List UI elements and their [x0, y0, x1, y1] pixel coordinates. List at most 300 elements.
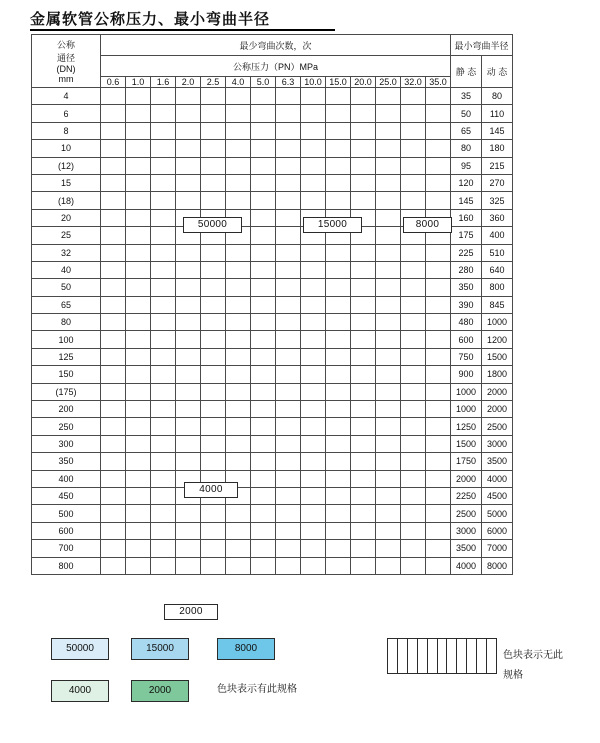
pressure-cell — [176, 348, 201, 365]
dn-header-line-2: 通径 — [56, 53, 75, 63]
pressure-cell — [301, 366, 326, 383]
pressure-cell — [351, 261, 376, 278]
static-radius-cell: 1000 — [451, 401, 482, 418]
pressure-cell — [201, 418, 226, 435]
pressure-cell — [376, 418, 401, 435]
dn-value-cell: 50 — [32, 279, 101, 296]
pressure-cell — [101, 487, 126, 504]
table-row — [32, 314, 513, 331]
pressure-cell — [276, 487, 301, 504]
pressure-cell — [226, 522, 251, 539]
dynamic-radius-cell: 6000 — [482, 522, 513, 539]
pressure-cell — [176, 140, 201, 157]
pressure-cell — [301, 557, 326, 574]
pressure-cell — [176, 122, 201, 139]
dynamic-radius-cell: 215 — [482, 157, 513, 174]
pressure-cell — [376, 401, 401, 418]
pressure-cell — [426, 279, 451, 296]
pressure-cell — [126, 261, 151, 278]
dn-header-line-4: mm — [58, 74, 74, 84]
pressure-cell — [226, 88, 251, 105]
swatch-cell — [487, 639, 496, 673]
dn-value-cell: 40 — [32, 261, 101, 278]
dn-value-cell: 32 — [32, 244, 101, 261]
pressure-cell — [401, 261, 426, 278]
table-row — [32, 157, 513, 174]
cycle-count-label: 2000 — [164, 604, 218, 620]
pressure-cell — [376, 105, 401, 122]
pressure-cell — [276, 105, 301, 122]
pressure-cell — [101, 470, 126, 487]
dn-value-cell: 100 — [32, 331, 101, 348]
pressure-cell — [226, 244, 251, 261]
dn-value-cell: 300 — [32, 435, 101, 452]
pressure-column-header: 5.0 — [251, 77, 276, 88]
dn-value-cell: 350 — [32, 453, 101, 470]
pressure-cell — [101, 540, 126, 557]
pressure-cell — [176, 540, 201, 557]
pressure-cell — [201, 540, 226, 557]
pressure-cell — [226, 540, 251, 557]
pressure-cell — [276, 557, 301, 574]
legend-swatch: 50000 — [51, 638, 109, 660]
pressure-cell — [176, 435, 201, 452]
pressure-cell — [176, 331, 201, 348]
pressure-cell — [326, 140, 351, 157]
pressure-cell — [351, 140, 376, 157]
pressure-cell — [401, 331, 426, 348]
pressure-cell — [101, 192, 126, 209]
dynamic-radius-cell: 1000 — [482, 314, 513, 331]
pressure-cell — [176, 418, 201, 435]
pressure-cell — [376, 435, 401, 452]
bend-count-header: 最少弯曲次数，次 — [101, 35, 451, 56]
pressure-cell — [151, 157, 176, 174]
pressure-cell — [326, 192, 351, 209]
dn-value-cell: 25 — [32, 227, 101, 244]
pressure-cell — [251, 140, 276, 157]
pressure-cell — [226, 348, 251, 365]
pressure-cell — [376, 192, 401, 209]
pressure-cell — [326, 366, 351, 383]
pressure-cell — [201, 88, 226, 105]
pressure-cell — [176, 174, 201, 191]
dynamic-radius-cell: 1500 — [482, 348, 513, 365]
pressure-cell — [301, 331, 326, 348]
pressure-cell — [101, 314, 126, 331]
pressure-cell — [101, 209, 126, 226]
pressure-cell — [101, 383, 126, 400]
pressure-cell — [251, 418, 276, 435]
pressure-cell — [176, 244, 201, 261]
pressure-cell — [226, 105, 251, 122]
pressure-cell — [326, 522, 351, 539]
pressure-cell — [126, 418, 151, 435]
table-row — [32, 418, 513, 435]
pressure-cell — [151, 122, 176, 139]
pressure-cell — [351, 522, 376, 539]
pressure-cell — [176, 505, 201, 522]
table-row — [32, 192, 513, 209]
pressure-cell — [301, 522, 326, 539]
pressure-cell — [376, 88, 401, 105]
table-row — [32, 470, 513, 487]
pressure-cell — [176, 383, 201, 400]
pressure-cell — [126, 331, 151, 348]
pressure-cell — [251, 540, 276, 557]
pressure-cell — [376, 348, 401, 365]
pressure-cell — [351, 366, 376, 383]
pressure-cell — [351, 453, 376, 470]
pressure-cell — [176, 366, 201, 383]
static-radius-cell: 120 — [451, 174, 482, 191]
table-head-row-2 — [32, 56, 513, 77]
pressure-cell — [101, 331, 126, 348]
static-radius-cell: 280 — [451, 261, 482, 278]
pressure-cell — [151, 314, 176, 331]
pressure-cell — [326, 435, 351, 452]
pressure-cell — [426, 522, 451, 539]
pressure-cell — [101, 261, 126, 278]
pressure-cell — [376, 244, 401, 261]
swatch-cell — [408, 639, 418, 673]
pressure-cell — [151, 470, 176, 487]
pressure-cell — [151, 331, 176, 348]
pressure-cell — [201, 366, 226, 383]
dn-value-cell: 800 — [32, 557, 101, 574]
pressure-cell — [376, 261, 401, 278]
table-row — [32, 522, 513, 539]
table-row — [32, 505, 513, 522]
dynamic-radius-cell: 3500 — [482, 453, 513, 470]
dn-value-cell: 10 — [32, 140, 101, 157]
pressure-cell — [201, 453, 226, 470]
pressure-cell — [226, 401, 251, 418]
static-radius-cell: 900 — [451, 366, 482, 383]
pressure-cell — [401, 88, 426, 105]
pressure-cell — [376, 383, 401, 400]
dn-value-cell: 125 — [32, 348, 101, 365]
static-radius-cell: 390 — [451, 296, 482, 313]
pressure-cell — [276, 279, 301, 296]
dn-header-cell — [32, 35, 101, 88]
pressure-cell — [276, 244, 301, 261]
pressure-cell — [226, 331, 251, 348]
pressure-cell — [251, 296, 276, 313]
pressure-cell — [126, 383, 151, 400]
dynamic-radius-cell: 3000 — [482, 435, 513, 452]
swatch-cell — [398, 639, 408, 673]
pressure-cell — [201, 557, 226, 574]
pressure-cell — [326, 88, 351, 105]
pressure-cell — [251, 122, 276, 139]
table-row — [32, 331, 513, 348]
static-radius-cell: 3000 — [451, 522, 482, 539]
pressure-cell — [326, 348, 351, 365]
static-radius-cell: 2250 — [451, 487, 482, 504]
pressure-cell — [426, 453, 451, 470]
dynamic-radius-cell: 2000 — [482, 383, 513, 400]
table-row — [32, 140, 513, 157]
pressure-cell — [126, 279, 151, 296]
pressure-cell — [151, 557, 176, 574]
pressure-cell — [126, 209, 151, 226]
pressure-cell — [126, 105, 151, 122]
pressure-cell — [301, 540, 326, 557]
pressure-cell — [126, 522, 151, 539]
pressure-column-header: 32.0 — [401, 77, 426, 88]
dn-value-cell: 8 — [32, 122, 101, 139]
pressure-cell — [351, 348, 376, 365]
pressure-cell — [376, 522, 401, 539]
pressure-cell — [276, 157, 301, 174]
pressure-cell — [151, 261, 176, 278]
cycle-count-label: 15000 — [303, 217, 362, 233]
pressure-cell — [351, 244, 376, 261]
dynamic-radius-cell: 845 — [482, 296, 513, 313]
pressure-cell — [101, 157, 126, 174]
pressure-cell — [126, 453, 151, 470]
pressure-cell — [251, 157, 276, 174]
pressure-cell — [176, 401, 201, 418]
pressure-cell — [426, 88, 451, 105]
pressure-cell — [301, 261, 326, 278]
dynamic-radius-cell: 400 — [482, 227, 513, 244]
static-radius-cell: 2000 — [451, 470, 482, 487]
swatch-cell — [477, 639, 487, 673]
pressure-cell — [201, 174, 226, 191]
pressure-cell — [351, 331, 376, 348]
pressure-cell — [276, 348, 301, 365]
pressure-cell — [276, 505, 301, 522]
pressure-cell — [176, 192, 201, 209]
pressure-cell — [176, 314, 201, 331]
pressure-cell — [326, 174, 351, 191]
table-row — [32, 435, 513, 452]
pressure-cell — [151, 505, 176, 522]
pressure-cell — [101, 88, 126, 105]
pressure-cell — [251, 505, 276, 522]
pressure-cell — [251, 366, 276, 383]
pressure-cell — [426, 331, 451, 348]
dn-value-cell: 150 — [32, 366, 101, 383]
pressure-cell — [151, 348, 176, 365]
page-title: 金属软管公称压力、最小弯曲半径 — [30, 10, 271, 28]
static-radius-cell: 160 — [451, 209, 482, 226]
pressure-column-header: 2.5 — [201, 77, 226, 88]
pressure-cell — [401, 505, 426, 522]
pressure-cell — [426, 505, 451, 522]
pressure-cell — [101, 557, 126, 574]
static-radius-cell: 600 — [451, 331, 482, 348]
dn-value-cell: (12) — [32, 157, 101, 174]
pressure-cell — [401, 557, 426, 574]
pressure-cell — [226, 140, 251, 157]
pressure-cell — [226, 505, 251, 522]
table-body — [32, 88, 513, 575]
dn-value-cell: 250 — [32, 418, 101, 435]
pressure-cell — [201, 331, 226, 348]
pressure-header: 公称压力（PN）MPa — [101, 56, 451, 77]
table-row — [32, 540, 513, 557]
pressure-cell — [176, 88, 201, 105]
dn-value-cell: 200 — [32, 401, 101, 418]
title-underline — [30, 29, 335, 31]
table-row — [32, 244, 513, 261]
pressure-cell — [151, 244, 176, 261]
pressure-cell — [276, 88, 301, 105]
pressure-cell — [401, 279, 426, 296]
pressure-cell — [201, 157, 226, 174]
pressure-cell — [126, 348, 151, 365]
static-radius-cell: 80 — [451, 140, 482, 157]
dynamic-radius-cell: 110 — [482, 105, 513, 122]
table-row — [32, 261, 513, 278]
pressure-cell — [426, 470, 451, 487]
pressure-cell — [101, 140, 126, 157]
pressure-cell — [376, 279, 401, 296]
static-radius-cell: 95 — [451, 157, 482, 174]
dynamic-radius-cell: 800 — [482, 279, 513, 296]
pressure-cell — [226, 453, 251, 470]
dynamic-radius-cell: 510 — [482, 244, 513, 261]
pressure-cell — [101, 366, 126, 383]
static-radius-cell: 1000 — [451, 383, 482, 400]
pressure-cell — [376, 209, 401, 226]
swatch-cell — [467, 639, 477, 673]
pressure-cell — [251, 261, 276, 278]
pressure-cell — [126, 487, 151, 504]
pressure-cell — [176, 261, 201, 278]
pressure-column-header: 6.3 — [276, 77, 301, 88]
static-radius-cell: 1500 — [451, 435, 482, 452]
pressure-cell — [101, 244, 126, 261]
legend-swatch: 4000 — [51, 680, 109, 702]
pressure-cell — [251, 470, 276, 487]
pressure-cell — [401, 122, 426, 139]
pressure-cell — [326, 157, 351, 174]
dynamic-radius-cell: 1200 — [482, 331, 513, 348]
pressure-cell — [251, 348, 276, 365]
pressure-column-header: 20.0 — [351, 77, 376, 88]
pressure-cell — [276, 383, 301, 400]
pressure-cell — [251, 487, 276, 504]
pressure-cell — [151, 174, 176, 191]
pressure-cell — [151, 105, 176, 122]
pressure-cell — [301, 157, 326, 174]
pressure-cell — [276, 314, 301, 331]
pressure-cell — [426, 105, 451, 122]
pressure-cell — [301, 88, 326, 105]
pressure-cell — [426, 157, 451, 174]
static-radius-cell: 3500 — [451, 540, 482, 557]
pressure-cell — [301, 296, 326, 313]
pressure-column-header: 1.0 — [126, 77, 151, 88]
pressure-column-header: 35.0 — [426, 77, 451, 88]
pressure-cell — [376, 470, 401, 487]
pressure-cell — [426, 244, 451, 261]
pressure-cell — [351, 418, 376, 435]
pressure-cell — [251, 105, 276, 122]
pressure-cell — [101, 453, 126, 470]
pressure-cell — [201, 314, 226, 331]
pressure-cell — [401, 192, 426, 209]
pressure-cell — [151, 192, 176, 209]
pressure-cell — [251, 227, 276, 244]
pressure-cell — [176, 296, 201, 313]
pressure-cell — [126, 227, 151, 244]
pressure-cell — [426, 174, 451, 191]
pressure-cell — [151, 401, 176, 418]
pressure-cell — [351, 279, 376, 296]
pressure-cell — [151, 366, 176, 383]
pressure-cell — [201, 105, 226, 122]
pressure-cell — [151, 418, 176, 435]
dn-value-cell: 700 — [32, 540, 101, 557]
pressure-cell — [326, 279, 351, 296]
pressure-cell — [426, 140, 451, 157]
pressure-column-header: 2.0 — [176, 77, 201, 88]
pressure-cell — [276, 453, 301, 470]
dn-value-cell: (18) — [32, 192, 101, 209]
pressure-cell — [201, 192, 226, 209]
pressure-cell — [276, 122, 301, 139]
table-row — [32, 366, 513, 383]
dn-value-cell: (175) — [32, 383, 101, 400]
pressure-cell — [326, 401, 351, 418]
pressure-column-header: 10.0 — [301, 77, 326, 88]
pressure-cell — [151, 88, 176, 105]
pressure-cell — [301, 174, 326, 191]
dynamic-radius-cell: 2000 — [482, 401, 513, 418]
table-row — [32, 174, 513, 191]
swatch-cell — [457, 639, 467, 673]
pressure-cell — [326, 505, 351, 522]
pressure-cell — [301, 435, 326, 452]
swatch-cell — [418, 639, 428, 673]
dynamic-radius-cell: 325 — [482, 192, 513, 209]
pressure-cell — [326, 261, 351, 278]
pressure-cell — [126, 157, 151, 174]
pressure-cell — [226, 192, 251, 209]
pressure-cell — [251, 331, 276, 348]
pressure-cell — [101, 522, 126, 539]
pressure-cell — [401, 470, 426, 487]
pressure-cell — [101, 435, 126, 452]
pressure-cell — [351, 314, 376, 331]
swatch-cell — [447, 639, 457, 673]
static-radius-cell: 1250 — [451, 418, 482, 435]
pressure-cell — [301, 105, 326, 122]
pressure-cell — [101, 401, 126, 418]
pressure-cell — [226, 418, 251, 435]
pressure-cell — [226, 174, 251, 191]
pressure-cell — [301, 348, 326, 365]
pressure-cell — [126, 296, 151, 313]
cycle-count-label: 4000 — [184, 482, 238, 498]
pressure-cell — [301, 244, 326, 261]
pressure-cell — [301, 140, 326, 157]
pressure-cell — [251, 279, 276, 296]
pressure-cell — [151, 140, 176, 157]
pressure-cell — [301, 383, 326, 400]
dn-value-cell: 4 — [32, 88, 101, 105]
pressure-cell — [226, 383, 251, 400]
dn-value-cell: 600 — [32, 522, 101, 539]
static-radius-cell: 35 — [451, 88, 482, 105]
pressure-cell — [426, 314, 451, 331]
pressure-cell — [151, 487, 176, 504]
